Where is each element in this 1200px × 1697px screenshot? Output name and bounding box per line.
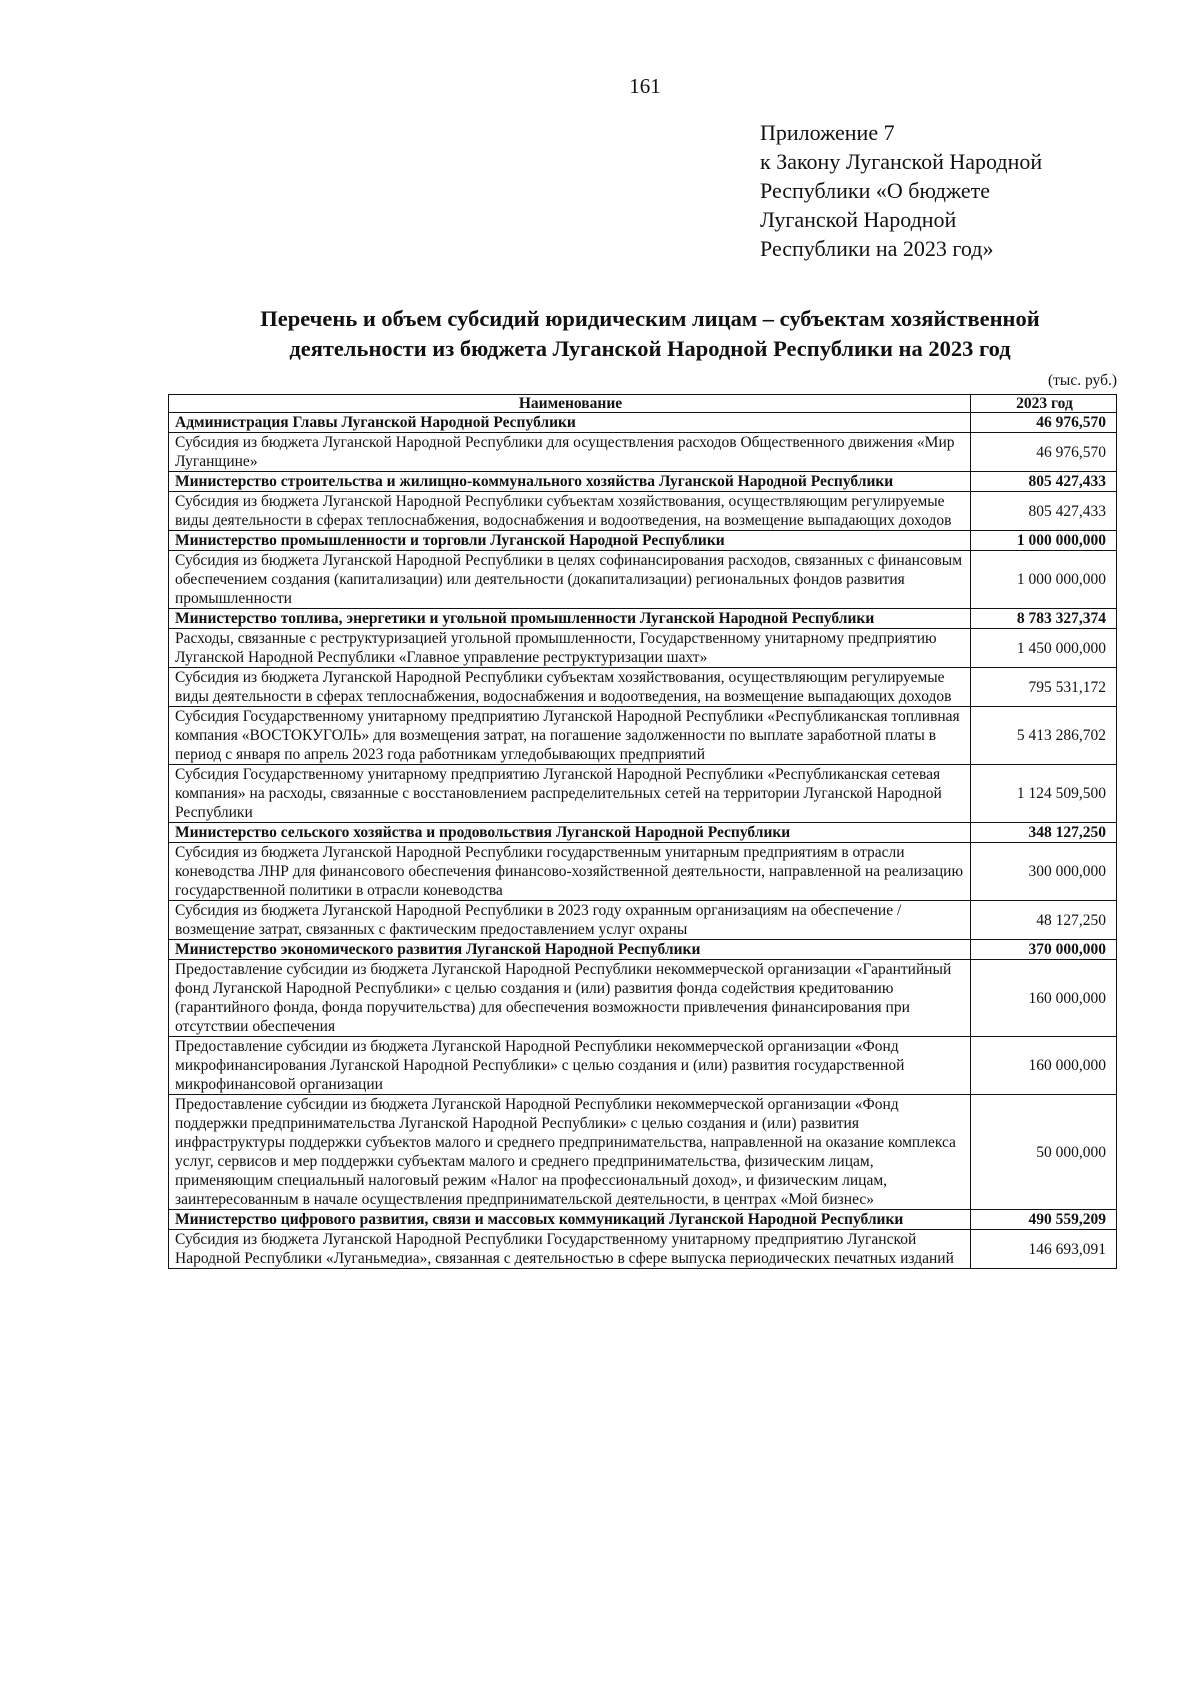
subsidy-amount: 146 693,091 — [971, 1230, 1117, 1269]
subsidy-description: Субсидия из бюджета Луганской Народной Республики в 2023 году охранным организациям на обеспечение / возмещение затрат, связанных с фактическим предоставлением услуг охраны — [169, 901, 971, 940]
ministry-name: Министерство топлива, энергетики и угольной промышленности Луганской Народной Республики — [169, 609, 971, 629]
appendix-line: Приложение 7 — [760, 120, 895, 145]
subsidy-row — [169, 551, 1117, 609]
ministry-name: Министерство экономического развития Луганской Народной Республики — [169, 940, 971, 960]
subsidy-row — [169, 1037, 1117, 1095]
subsidy-table — [168, 394, 1117, 1269]
ministry-total: 46 976,570 — [971, 413, 1117, 433]
document-title — [190, 304, 1110, 364]
subsidy-amount: 795 531,172 — [971, 668, 1117, 707]
subsidy-amount: 805 427,433 — [971, 492, 1117, 531]
ministry-total: 8 783 327,374 — [971, 609, 1117, 629]
subsidy-row — [169, 843, 1117, 901]
ministry-row — [169, 940, 1117, 960]
ministry-row — [169, 609, 1117, 629]
subsidy-description: Субсидия из бюджета Луганской Народной Республики в целях софинансирования расходов, связанных с финансовым обеспечением создания (капитализации) или деятельности (докапитализации) региональных фондов развития промышленности — [169, 551, 971, 609]
subsidy-description: Предоставление субсидии из бюджета Луганской Народной Республики некоммерческой организации «Гарантийный фонд Луганской Народной Республики» с целью создания и (или) развития фонда содействия кредитованию (гарантийного фонда, фонда поручительства) для обеспечения возможности привлечения финансирования при отсутствии обеспечения — [169, 960, 971, 1037]
subsidy-amount: 300 000,000 — [971, 843, 1117, 901]
appendix-line: к Закону Луганской Народной — [760, 149, 1043, 174]
appendix-line: Республики «О бюджете — [760, 178, 991, 203]
appendix-block — [760, 118, 1180, 263]
ministry-total: 370 000,000 — [971, 940, 1117, 960]
subsidy-amount: 46 976,570 — [971, 433, 1117, 472]
subsidy-amount: 5 413 286,702 — [971, 707, 1117, 765]
ministry-name: Министерство сельского хозяйства и продовольствия Луганской Народной Республики — [169, 823, 971, 843]
subsidy-description: Субсидия из бюджета Луганской Народной Республики государственным унитарным предприятиям в отрасли коневодства ЛНР для финансового обеспечения финансово-хозяйственной деятельности, направленной на реализацию государственной политики в отрасли коневодства — [169, 843, 971, 901]
header-year: 2023 год — [971, 395, 1117, 413]
subsidy-row — [169, 629, 1117, 668]
subsidy-amount: 48 127,250 — [971, 901, 1117, 940]
subsidy-row — [169, 901, 1117, 940]
subsidy-amount: 160 000,000 — [971, 960, 1117, 1037]
appendix-line: Луганской Народной — [760, 207, 957, 232]
ministry-row — [169, 413, 1117, 433]
subsidy-row — [169, 960, 1117, 1037]
ministry-name: Администрация Главы Луганской Народной Республики — [169, 413, 971, 433]
ministry-name: Министерство строительства и жилищно-коммунального хозяйства Луганской Народной Республики — [169, 472, 971, 492]
subsidy-description: Предоставление субсидии из бюджета Луганской Народной Республики некоммерческой организации «Фонд поддержки предпринимательства Луганской Народной Республики» с целью создания и (или) развития инфраструктуры поддержки субъектов малого и среднего предпринимательства, направленной на оказание комплекса услуг, сервисов и мер поддержки субъектам малого и среднего предпринимательства, физическим лицам, применяющим специальный налоговый режим «Налог на профессиональный доход», и физическим лицам, заинтересованным в начале осуществления предпринимательской деятельности, в центрах «Мой бизнес» — [169, 1095, 971, 1210]
table-header-row — [169, 395, 1117, 413]
subsidy-amount: 1 450 000,000 — [971, 629, 1117, 668]
subsidy-row — [169, 1230, 1117, 1269]
document-title-line: Перечень и объем субсидий юридическим лицам – субъектам хозяйственной — [260, 306, 1040, 331]
subsidy-amount: 160 000,000 — [971, 1037, 1117, 1095]
subsidy-description: Расходы, связанные с реструктуризацией угольной промышленности, Государственному унитарному предприятию Луганской Народной Республики «Главное управление реструктуризации шахт» — [169, 629, 971, 668]
ministry-name: Министерство цифрового развития, связи и массовых коммуникаций Луганской Народной Республики — [169, 1210, 971, 1230]
subsidy-row — [169, 765, 1117, 823]
subsidy-description: Субсидия из бюджета Луганской Народной Республики Государственному унитарному предприятию Луганской Народной Республики «Луганьмедиа», связанная с деятельностью в сфере выпуска периодических печатных изданий — [169, 1230, 971, 1269]
subsidy-description: Субсидия из бюджета Луганской Народной Республики для осуществления расходов Общественного движения «Мир Луганщине» — [169, 433, 971, 472]
subsidy-amount: 1 000 000,000 — [971, 551, 1117, 609]
ministry-total: 1 000 000,000 — [971, 531, 1117, 551]
subsidy-amount: 50 000,000 — [971, 1095, 1117, 1210]
subsidy-description: Субсидия Государственному унитарному предприятию Луганской Народной Республики «Республиканская топливная компания «ВОСТОКУГОЛЬ» для возмещения затрат, на погашение задолженности по выплате заработной платы в период с января по апрель 2023 года работникам угледобывающих предприятий — [169, 707, 971, 765]
ministry-total: 805 427,433 — [971, 472, 1117, 492]
document-title-line: деятельности из бюджета Луганской Народной Республики на 2023 год — [289, 336, 1011, 361]
ministry-total: 348 127,250 — [971, 823, 1117, 843]
header-name: Наименование — [169, 395, 971, 413]
appendix-line: Республики на 2023 год» — [760, 236, 994, 261]
table-body — [169, 413, 1117, 1269]
subsidy-amount: 1 124 509,500 — [971, 765, 1117, 823]
subsidy-row — [169, 433, 1117, 472]
page-number: 161 — [629, 74, 661, 98]
ministry-row — [169, 531, 1117, 551]
subsidy-description: Субсидия из бюджета Луганской Народной Республики субъектам хозяйствования, осуществляющим регулируемые виды деятельности в сферах теплоснабжения, водоснабжения и водоотведения, на возмещение выпадающих доходов — [169, 668, 971, 707]
ministry-total: 490 559,209 — [971, 1210, 1117, 1230]
subsidy-row — [169, 492, 1117, 531]
ministry-row — [169, 472, 1117, 492]
subsidy-row — [169, 1095, 1117, 1210]
ministry-row — [169, 1210, 1117, 1230]
subsidy-description: Субсидия из бюджета Луганской Народной Республики субъектам хозяйствования, осуществляющим регулируемые виды деятельности в сферах теплоснабжения, водоснабжения и водоотведения, на возмещение выпадающих доходов — [169, 492, 971, 531]
subsidy-description: Предоставление субсидии из бюджета Луганской Народной Республики некоммерческой организации «Фонд микрофинансирования Луганской Народной Республики» с целью создания и (или) развития государственной микрофинансовой организации — [169, 1037, 971, 1095]
units-label: (тыс. руб.) — [1048, 372, 1117, 389]
subsidy-row — [169, 707, 1117, 765]
ministry-name: Министерство промышленности и торговли Луганской Народной Республики — [169, 531, 971, 551]
subsidy-row — [169, 668, 1117, 707]
ministry-row — [169, 823, 1117, 843]
subsidy-description: Субсидия Государственному унитарному предприятию Луганской Народной Республики «Республиканская сетевая компания» на расходы, связанные с восстановлением распределительных сетей на территории Луганской Народной Республики — [169, 765, 971, 823]
